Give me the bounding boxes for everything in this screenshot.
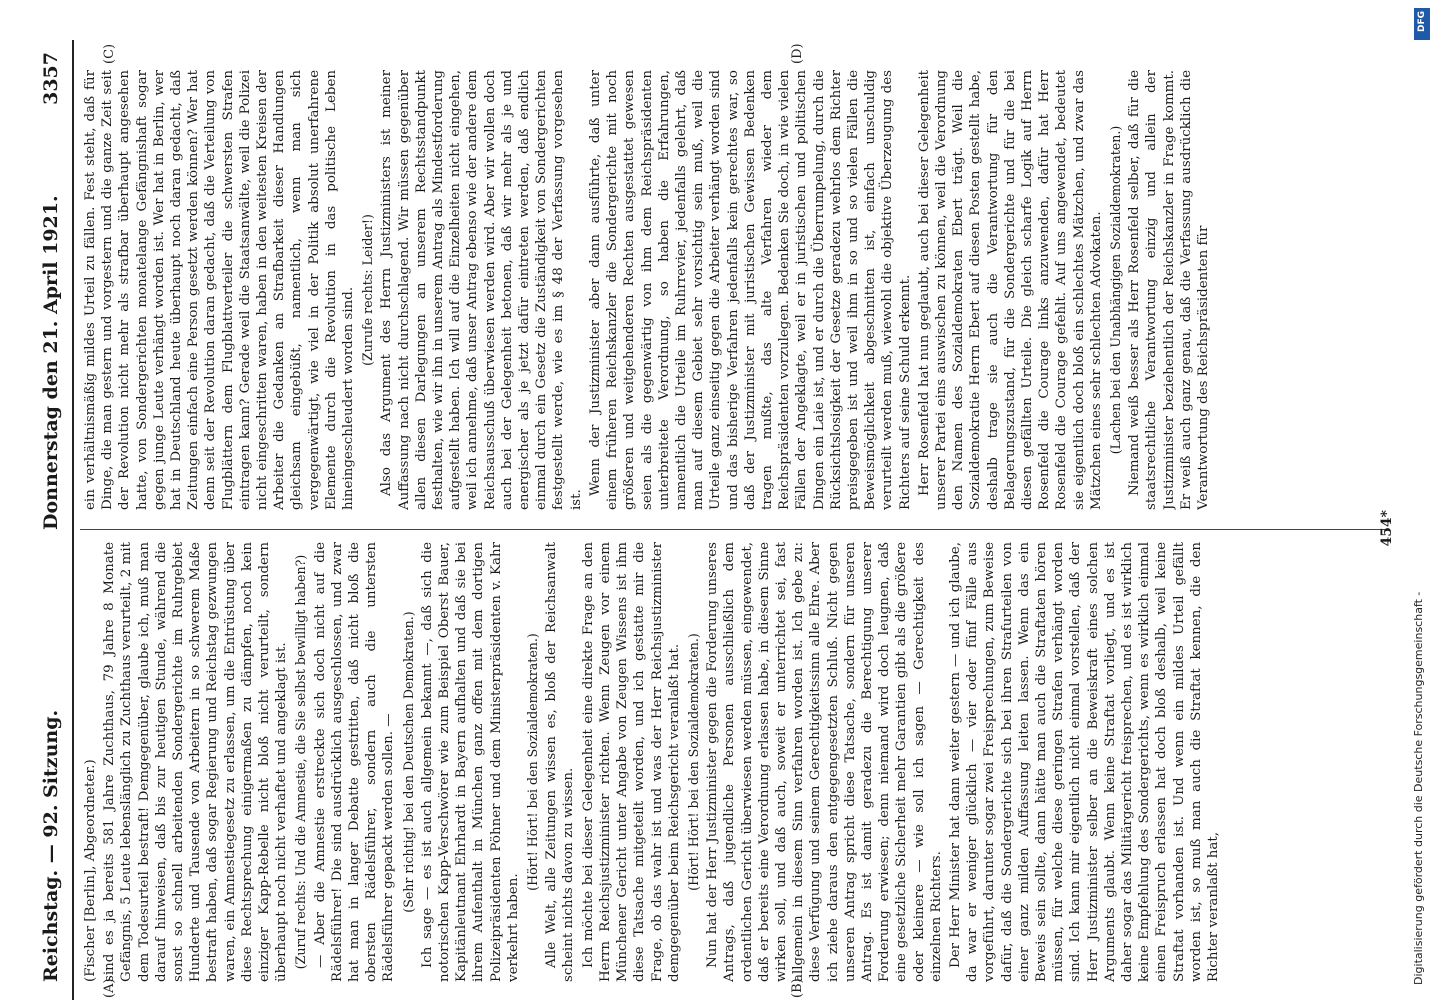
digitization-credit: Digitalisierung gefördert durch die Deutsche Forschungsgemeinschaft - [1412,591,1425,985]
paragraph: — Aber die Amnestie erstreckte sich doch nicht auf die Rädelsführer! Die sind ausdrücklich ausgeschlossen, und zwar hat man in langer Debatte gestritten, daß nicht bloß die obersten Rädelsführer, sondern auch die untersten Rädelsführer gepackt werden sollen. — [312,542,397,982]
margin-mark-c: (C) [102,43,117,64]
interjection: (Zurufe rechts: Leider!) [360,214,376,366]
paragraph: Wenn der Justizminister aber dann ausführte, daß unter einem früheren Reichskanzler die Sondergerichte mit noch größeren und weitgehenderen Rechten ausgestattet gewesen seien als die gegenwärtig von ihm dem Reichspräsidenten unterbreitete Verordnung, so haben die Erfahrungen, namentlich die Urteile im Ruhrrevier, jedenfalls gelehrt, daß man auf diesem Gebiet sehr vorsichtig sein muß, weil die Urteile ganz einseitig gegen die Arbeiter verhängt worden sind und das bisherige Verfahren jedenfalls kein gerechtes war, so daß der Justizminister mit juristischen Gewissen Bedenken tragen mußte, das alte Verfahren wieder dem Reichspräsidenten vorzulegen. Bedenken Sie doch, in wie vielen Fällen der Angeklagte, weil er in juristischen und politischen Dingen ein Laie ist, und er durch die Überrumpelung, durch die Rücksichtslosigkeit der Gesetze geradezu wehrlos dem Richter preisgegeben ist und weil ihm in so und so vielen Fällen die Beweismöglichkeit abgeschnitten ist, einfach unschuldig verurteilt werden muß, wiewohl die objektive Überzeugung des Richters auf seine Schuld erkennt. [587,70,913,510]
text-column-left [82,542,1392,982]
footer-page-code: 454* [1379,510,1395,547]
margin-mark-b: (B) [790,978,805,998]
header-session-title: Reichstag. — 92. Sitzung. [40,709,62,982]
paragraph: Herr Rosenfeld hat nun geglaubt, auch bei dieser Gelegenheit unserer Partei eins auswischen zu können, weil die Verordnung den Namen des Sozialdemokraten Ebert trägt. Weil die Sozialdemokratie Herrn Ebert auf diesen Posten gestellt habe, deshalb trage sie auch die Verantwortung für den Belagerungszustand, für die Sondergerichte und für die bei diesen gefällten Urteile. Die gleich scharfe Logik auf Herrn Rosenfeld die Courage links anzuwenden, dafür hat Herr Rosenfeld die Courage gefehlt. Auf uns angewendet, bedeutet sie eigentlich doch bloß ein schlechtes Mätzchen, und zwar das Mätzchen eines sehr schlechten Advokaten. [916,70,1104,510]
paragraph: Nun hat der Herr Justizminister gegen die Forderung unseres Antrags, daß jugendliche Personen ausschließlich dem ordentlichen Gericht überwiesen werden müssen, eingewendet, daß er bereits eine Verordnung erlassen habe, in diesem Sinne wirken soll, und daß auch, soweit er unterrichtet sei, fast allgemein in diesem Sinn verfahren worden ist. Ich gebe zu: diese Verfügung und seinem Gerechtigkeitssinn alle Ehre. Aber ich ziehe daraus den entgegengesetzten Schluß. Nicht gegen unseren Antrag spricht diese Tatsache, sondern für unseren Antrag. Es ist damit geradezu die Berechtigung unserer Forderung erwiesen; denn niemand wird doch leugnen, daß eine gesetzliche Sicherheit mehr Garantien gibt als die größere oder kleinere — wie soll ich sagen — Gerechtigkeit des einzelnen Richters. [705,542,944,982]
speaker-line: (Fischer [Berlin], Abgeordneter.) [83,759,98,982]
dfg-logo [1414,8,1430,40]
interjection: (Sehr richtig! bei den Deutschen Demokraten.) [400,611,416,913]
margin-mark-a: (A) [102,978,117,998]
header-page-number: 3357 [40,52,62,105]
paragraph: Also das Argument des Herrn Justizministers ist meiner Auffassung nach nicht durchschlagend. Wir müssen gegenüber allen diesen Darlegungen an unserem Rechtsstandpunkt festhalten, wie wir ihn in unserem Antrag als Mindestforderung aufgestellt haben. Ich will auf die Einzelheiten nicht eingehen, weil ich annehme, daß unser Antrag ebenso wie der andere dem Reichsausschuß überwiesen werden wird. Aber wir wollen doch auch bei der Gelegenheit betonen, daß wir mehr als je und energischer als je jetzt dafür eintreten werden, daß endlich einmal durch ein Gesetz die Zuständigkeit von Sondergerichten festgestellt werde, wie es im § 48 der Verfassung vorgesehen ist. [379,70,584,510]
interjection: (Hört! Hört! bei den Sozialdemokraten.) [525,633,541,891]
document-page [30,40,1405,1000]
paragraph: Ich sage — es ist auch allgemein bekannt —, daß sich die notorischen Kapp-Verschwörer wie zum Beispiel Oberst Bauer, Kapitänleutnant Ehrhardt in Bayern aufhalten und daß sie bei ihrem Aufenthalt in München ganz offen mit dem dortigen Polizeipräsidenten Pöhner und dem Ministerpräsidenten v. Kahr verkehrt haben. [419,542,521,982]
interjection: (Hört! Hört! bei den Sozialdemokraten.) [685,633,701,891]
interjection: (Zuruf rechts: Und die Amnestie, die Sie selbst bewilligt haben?) [293,554,309,970]
paragraph: Ich möchte bei dieser Gelegenheit eine direkte Frage an den Herrn Reichsjustizminister richten. Wenn Zeugen vor einem Münchener Gericht unter Angabe von Zeugen Wissens ist ihm diese Tatsache mitgeteilt worden, und ich gestatte mir die Frage, ob das wahr ist und was der Herr Reichsjustizminister demgegenüber beim Reichsgericht veranlaßt hat. [580,542,682,982]
header-date: Donnerstag den 21. April 1921. [40,195,62,530]
paragraph: Der Herr Minister hat dann weiter gestern — und ich glaube, da war er weniger glücklich — vier oder fünf Fälle aus vorgeführt, darunter sogar zwei Freisprechungen, zum Beweise dafür, daß die Sondergerichte sich bei ihren Strafurteilen von einer ganz milden Auffassung leiten lassen. Wenn das ein Beweis sein sollte, dann hätte man auch die Straftaten hören müssen, für welche diese geringen Strafen verhängt worden sind. Ich kann mir eigentlich nicht einmal vorstellen, daß der Herr Justizminister selber an die Beweiskraft eines solchen Arguments glaubt. Wenn keine Straftat vorliegt, und es ist daher sogar das Militärgericht freisprechen, und es ist wirklich keine Empfehlung des Sondergerichts, wenn es wirklich einmal einen Freispruch erlassen hat doch bloß deshalb, weil keine Straftat vorhanden ist. Und wenn ein mildes Urteil gefällt worden ist, so muß man auch die Straftat kennen, die den Richter veranlaßt hat, [947,542,1221,982]
margin-mark-d: (D) [790,43,805,64]
header-rule [72,40,74,1000]
page-header [30,40,72,1000]
dfg-logo-text: DFG [1417,10,1427,32]
paragraph: sind es ja bereits 581 Jahre Zuchthaus, 79 Jahre 8 Monate Gefängnis, 5 Leute lebenslänglich zu Zuchthaus verurteilt, 2 mit dem Todesurteil bestraft! Demgegenüber, glaube ich, muß man darauf hinweisen, daß bis zur heutigen Stunde, während die sonst so schnell arbeitenden Sondergerichte im Ruhrgebiet Hunderte und Tausende von Arbeitern in so schwerem Maße bestraft haben, daß sogar Regierung und Reichstag gezwungen waren, ein Amnestiegesetz zu erlassen, um die Entrüstung über diese Rechtsprechung einigermaßen zu dämpfen, noch kein einziger Kapp-Rebelle nicht bloß nicht verurteilt, sondern überhaupt noch nicht verhaftet und angeklagt ist. [102,542,290,982]
paragraph: ein verhältnismäßig mildes Urteil zu fällen. Fest steht, daß für Dinge, die man gestern und vorgestern und die ganze Zeit seit der Revolution nicht mehr als strafbar überhaupt angesehen hatte, von Sondergerichten monatelange Gefängnishaft sogar gegen junge Leute verhängt worden ist. Wer hat in Berlin, wer hat in Deutschland heute überhaupt noch daran gedacht, daß Zeitungen einfach eine Person gesetzt werden können? Wer hat denn seit der Revolution daran gedacht, daß die Verteilung von Flugblättern dem Flugblattverteiler die schwersten Strafen eintragen kann? Gerade weil die Staatsanwälte, weil die Polizei nicht eingeschritten waren, haben in den weitesten Kreisen der Arbeiter die Gedanken an Strafbarkeit dieser Handlungen gleichsam eingebüßt, namentlich, wenn man sich vergegenwärtigt, wie viel in der Politik absolut unerfahrene Elemente durch die Revolution in das politische Leben hineingeschleudert worden sind. [83,70,357,510]
column-divider [80,529,1390,530]
interjection: (Lachen bei den Unabhängigen Sozialdemokraten.) [1107,125,1123,455]
paragraph: Niemand weiß besser als Herr Rosenfeld selber, daß für die staatsrechtliche Verantwortung einzig und allein der Justizminister beziehentlich der Reichskanzler in Frage kommt. Er weiß auch ganz genau, daß die Verfassung ausdrücklich die Verantwortung des Reichspräsidenten für [1127,70,1211,510]
paragraph: Alle Welt, alle Zeitungen wissen es, bloß der Reichsanwalt scheint nichts davon zu wissen. [544,542,577,982]
text-column-right [82,70,1392,510]
